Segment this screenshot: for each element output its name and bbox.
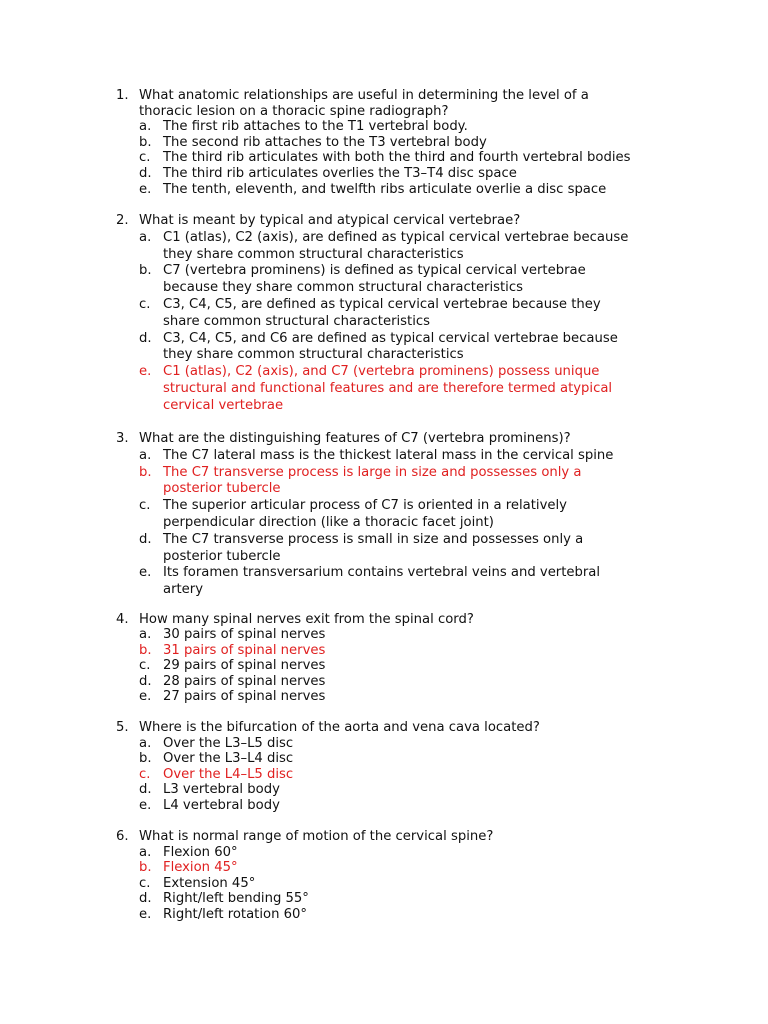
answer-option-correct-letter: c.	[139, 766, 151, 782]
answer-option-text: posterior tubercle	[163, 548, 281, 564]
question-text: What are the distinguishing features of C7 (vertebra prominens)?	[139, 431, 571, 446]
question-text: How many spinal nerves exit from the spinal cord?	[139, 612, 474, 627]
answer-option-correct-letter: b.	[139, 642, 152, 658]
answer-option-letter: c.	[139, 658, 151, 674]
answer-option-text: The third rib articulates overlies the T3–T4 disc space	[163, 166, 517, 181]
answer-option-correct-text: Flexion 45°	[163, 860, 238, 876]
answer-option-text: they share common structural characteristics	[163, 246, 464, 262]
answer-option-text: Its foramen transversarium contains vertebral veins and vertebral	[163, 565, 601, 581]
answer-option-text: Right/left bending 55°	[163, 891, 309, 907]
answer-option-letter: b.	[139, 263, 152, 279]
answer-option-correct-text: Over the L4–L5 disc	[163, 766, 294, 782]
answer-option-text: The tenth, eleventh, and twelfth ribs articulate overlie a disc space	[163, 181, 607, 197]
question-text: Where is the bifurcation of the aorta and vena cava located?	[139, 720, 540, 735]
answer-option-text: The C7 lateral mass is the thickest lateral mass in the cervical spine	[163, 447, 614, 463]
answer-option-text: The third rib articulates with both the third and fourth vertebral bodies	[163, 150, 631, 166]
answer-option-text: Over the L3–L4 disc	[163, 751, 294, 767]
answer-option-text: The second rib attaches to the T3 vertebral body	[163, 134, 487, 150]
answer-option-letter: d.	[139, 166, 152, 181]
question-number: 5.	[116, 720, 129, 735]
answer-option-text: perpendicular direction (like a thoracic facet joint)	[163, 515, 494, 530]
question-number: 3.	[116, 431, 129, 446]
answer-option-letter: a.	[139, 627, 152, 643]
answer-option-letter: a.	[139, 119, 152, 135]
answer-option-text: 28 pairs of spinal nerves	[163, 673, 326, 689]
answer-option-text: 30 pairs of spinal nerves	[163, 627, 326, 643]
answer-option-letter: e.	[139, 907, 152, 922]
question-text: What anatomic relationships are useful in determining the level of a	[139, 88, 589, 103]
answer-option-text: artery	[163, 582, 204, 598]
answer-option-text: C7 (vertebra prominens) is defined as typical cervical vertebrae	[163, 263, 586, 279]
question-text: What is meant by typical and atypical cervical vertebrae?	[139, 213, 521, 228]
answer-option-letter: e.	[139, 798, 152, 813]
answer-option-letter: b.	[139, 134, 152, 150]
answer-option-text: Right/left rotation 60°	[163, 907, 307, 922]
answer-option-text: The first rib attaches to the T1 vertebral body.	[163, 119, 468, 135]
question-text: What is normal range of motion of the cervical spine?	[139, 829, 494, 844]
answer-option-letter: e.	[139, 565, 152, 581]
answer-option-text: C3, C4, C5, are defined as typical cervical vertebrae because they	[163, 297, 601, 312]
question-text: thoracic lesion on a thoracic spine radiograph?	[139, 103, 449, 119]
answer-option-letter: d.	[139, 330, 152, 346]
answer-option-correct-text: cervical vertebrae	[163, 397, 284, 413]
answer-option-letter: d.	[139, 531, 152, 547]
answer-option-letter: d.	[139, 891, 152, 907]
answer-option-text: share common structural characteristics	[163, 313, 430, 329]
answer-option-text: L4 vertebral body	[163, 798, 280, 813]
answer-option-letter: c.	[139, 150, 151, 166]
answer-option-letter: e.	[139, 689, 152, 704]
question-number: 1.	[116, 88, 129, 103]
question-number: 2.	[116, 213, 129, 228]
answer-option-text: 29 pairs of spinal nerves	[163, 658, 326, 674]
answer-option-letter: b.	[139, 751, 152, 767]
answer-option-text: C1 (atlas), C2 (axis), are defined as typical cervical vertebrae because	[163, 229, 629, 245]
answer-option-text: C3, C4, C5, and C6 are defined as typical cervical vertebrae because	[163, 330, 618, 346]
question-number: 6.	[116, 829, 129, 844]
answer-option-text: Extension 45°	[163, 875, 256, 891]
answer-option-letter: a.	[139, 844, 152, 860]
answer-option-letter: d.	[139, 782, 152, 798]
answer-option-text: they share common structural characteristics	[163, 347, 464, 363]
answer-option-letter: c.	[139, 297, 151, 312]
answer-option-letter: a.	[139, 229, 152, 245]
answer-option-letter: a.	[139, 447, 152, 463]
question-number: 4.	[116, 612, 129, 627]
answer-option-correct-text: The C7 transverse process is large in size and possesses only a	[163, 464, 582, 480]
answer-option-correct-letter: b.	[139, 464, 152, 480]
answer-option-correct-text: 31 pairs of spinal nerves	[163, 642, 326, 658]
answer-option-correct-text: posterior tubercle	[163, 481, 281, 497]
answer-option-correct-text: structural and functional features and are therefore termed atypical	[163, 381, 613, 396]
answer-option-letter: c.	[139, 875, 151, 891]
answer-option-text: The C7 transverse process is small in size and possesses only a	[163, 531, 584, 547]
answer-option-text: because they share common structural characteristics	[163, 280, 523, 296]
answer-option-letter: a.	[139, 735, 152, 751]
answer-option-correct-letter: e.	[139, 364, 152, 380]
answer-option-text: The superior articular process of C7 is oriented in a relatively	[163, 498, 567, 514]
answer-option-letter: e.	[139, 181, 152, 197]
answer-option-text: Over the L3–L5 disc	[163, 735, 294, 751]
answer-option-correct-letter: b.	[139, 860, 152, 876]
answer-option-letter: d.	[139, 673, 152, 689]
answer-option-letter: c.	[139, 498, 151, 514]
answer-option-correct-text: C1 (atlas), C2 (axis), and C7 (vertebra prominens) possess unique	[163, 364, 600, 380]
answer-option-text: 27 pairs of spinal nerves	[163, 689, 326, 704]
answer-option-text: L3 vertebral body	[163, 782, 280, 798]
answer-option-text: Flexion 60°	[163, 844, 238, 860]
